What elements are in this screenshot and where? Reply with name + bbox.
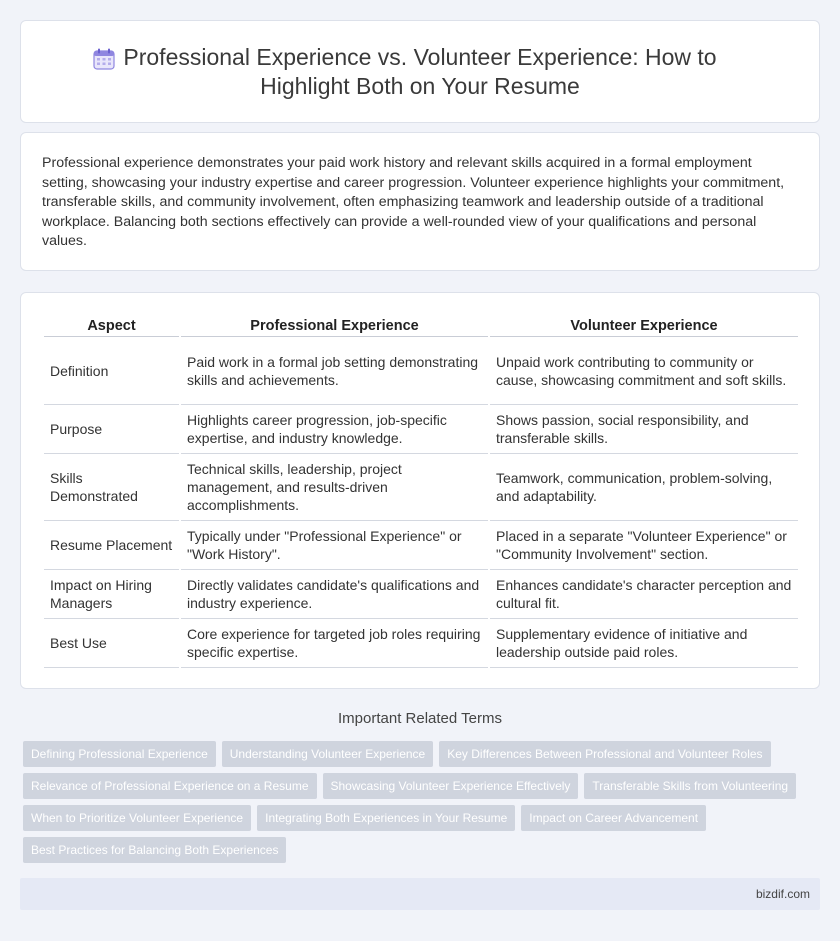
professional-cell: Technical skills, leadership, project management, and results-driven accomplishments. bbox=[181, 454, 488, 521]
volunteer-cell: Teamwork, communication, problem-solving, and adaptability. bbox=[490, 454, 798, 521]
intro-card bbox=[20, 132, 820, 271]
professional-cell: Typically under "Professional Experience" or "Work History". bbox=[181, 521, 488, 570]
related-term-tag[interactable]: Impact on Career Advancement bbox=[521, 805, 706, 831]
aspect-cell: Purpose bbox=[44, 405, 179, 454]
related-term-tag[interactable]: Key Differences Between Professional and Volunteer Roles bbox=[439, 741, 770, 767]
volunteer-cell: Unpaid work contributing to community or cause, showcasing commitment and soft skills. bbox=[490, 337, 798, 405]
footer-site-link[interactable]: bizdif.com bbox=[755, 887, 810, 901]
header-card bbox=[20, 20, 820, 123]
volunteer-cell: Supplementary evidence of initiative and leadership outside paid roles. bbox=[490, 619, 798, 668]
table-row bbox=[44, 570, 798, 619]
column-header-volunteer: Volunteer Experience bbox=[490, 315, 798, 337]
table-row bbox=[44, 521, 798, 570]
footer-bar bbox=[20, 878, 820, 910]
related-term-tag[interactable]: Showcasing Volunteer Experience Effectively bbox=[323, 773, 579, 799]
table-row bbox=[44, 619, 798, 668]
professional-cell: Highlights career progression, job-specific expertise, and industry knowledge. bbox=[181, 405, 488, 454]
aspect-cell: Impact on Hiring Managers bbox=[44, 570, 179, 619]
related-term-tag[interactable]: Understanding Volunteer Experience bbox=[222, 741, 433, 767]
comparison-table bbox=[42, 315, 800, 668]
volunteer-cell: Enhances candidate's character perception and cultural fit. bbox=[490, 570, 798, 619]
comparison-card bbox=[20, 292, 820, 689]
page-title: Professional Experience vs. Volunteer Experience: How to Highlight Both on Your Resume bbox=[123, 44, 717, 99]
related-terms-list bbox=[23, 741, 803, 863]
table-header-row bbox=[44, 315, 798, 337]
related-term-tag[interactable]: Defining Professional Experience bbox=[23, 741, 216, 767]
aspect-cell: Best Use bbox=[44, 619, 179, 668]
aspect-cell: Skills Demonstrated bbox=[44, 454, 179, 521]
professional-cell: Directly validates candidate's qualifications and industry experience. bbox=[181, 570, 488, 619]
related-term-tag[interactable]: Best Practices for Balancing Both Experiences bbox=[23, 837, 286, 863]
table-row bbox=[44, 337, 798, 405]
column-header-aspect: Aspect bbox=[44, 315, 179, 337]
related-term-tag[interactable]: Transferable Skills from Volunteering bbox=[584, 773, 796, 799]
intro-paragraph: Professional experience demonstrates your paid work history and relevant skills acquired in a formal employment setting, showcasing your industry expertise and career progression. Volunteer experience highlights your commitment, transferable skills, and community involvement, often emphasizing teamwork and leadership outside of a traditional workplace. Balancing both sections effectively can provide a well-rounded view of your qualifications and personal values. bbox=[42, 155, 785, 250]
professional-cell: Core experience for targeted job roles requiring specific expertise. bbox=[181, 619, 488, 668]
volunteer-cell: Placed in a separate "Volunteer Experience" or "Community Involvement" section. bbox=[490, 521, 798, 570]
professional-cell: Paid work in a formal job setting demonstrating skills and achievements. bbox=[181, 337, 488, 405]
related-term-tag[interactable]: When to Prioritize Volunteer Experience bbox=[23, 805, 251, 831]
related-terms-heading: Important Related Terms bbox=[338, 710, 502, 727]
table-row bbox=[44, 454, 798, 521]
aspect-cell: Definition bbox=[44, 337, 179, 405]
volunteer-cell: Shows passion, social responsibility, and transferable skills. bbox=[490, 405, 798, 454]
related-term-tag[interactable]: Relevance of Professional Experience on a Resume bbox=[23, 773, 317, 799]
table-row bbox=[44, 405, 798, 454]
related-term-tag[interactable]: Integrating Both Experiences in Your Resume bbox=[257, 805, 515, 831]
column-header-professional: Professional Experience bbox=[181, 315, 488, 337]
aspect-cell: Resume Placement bbox=[44, 521, 179, 570]
